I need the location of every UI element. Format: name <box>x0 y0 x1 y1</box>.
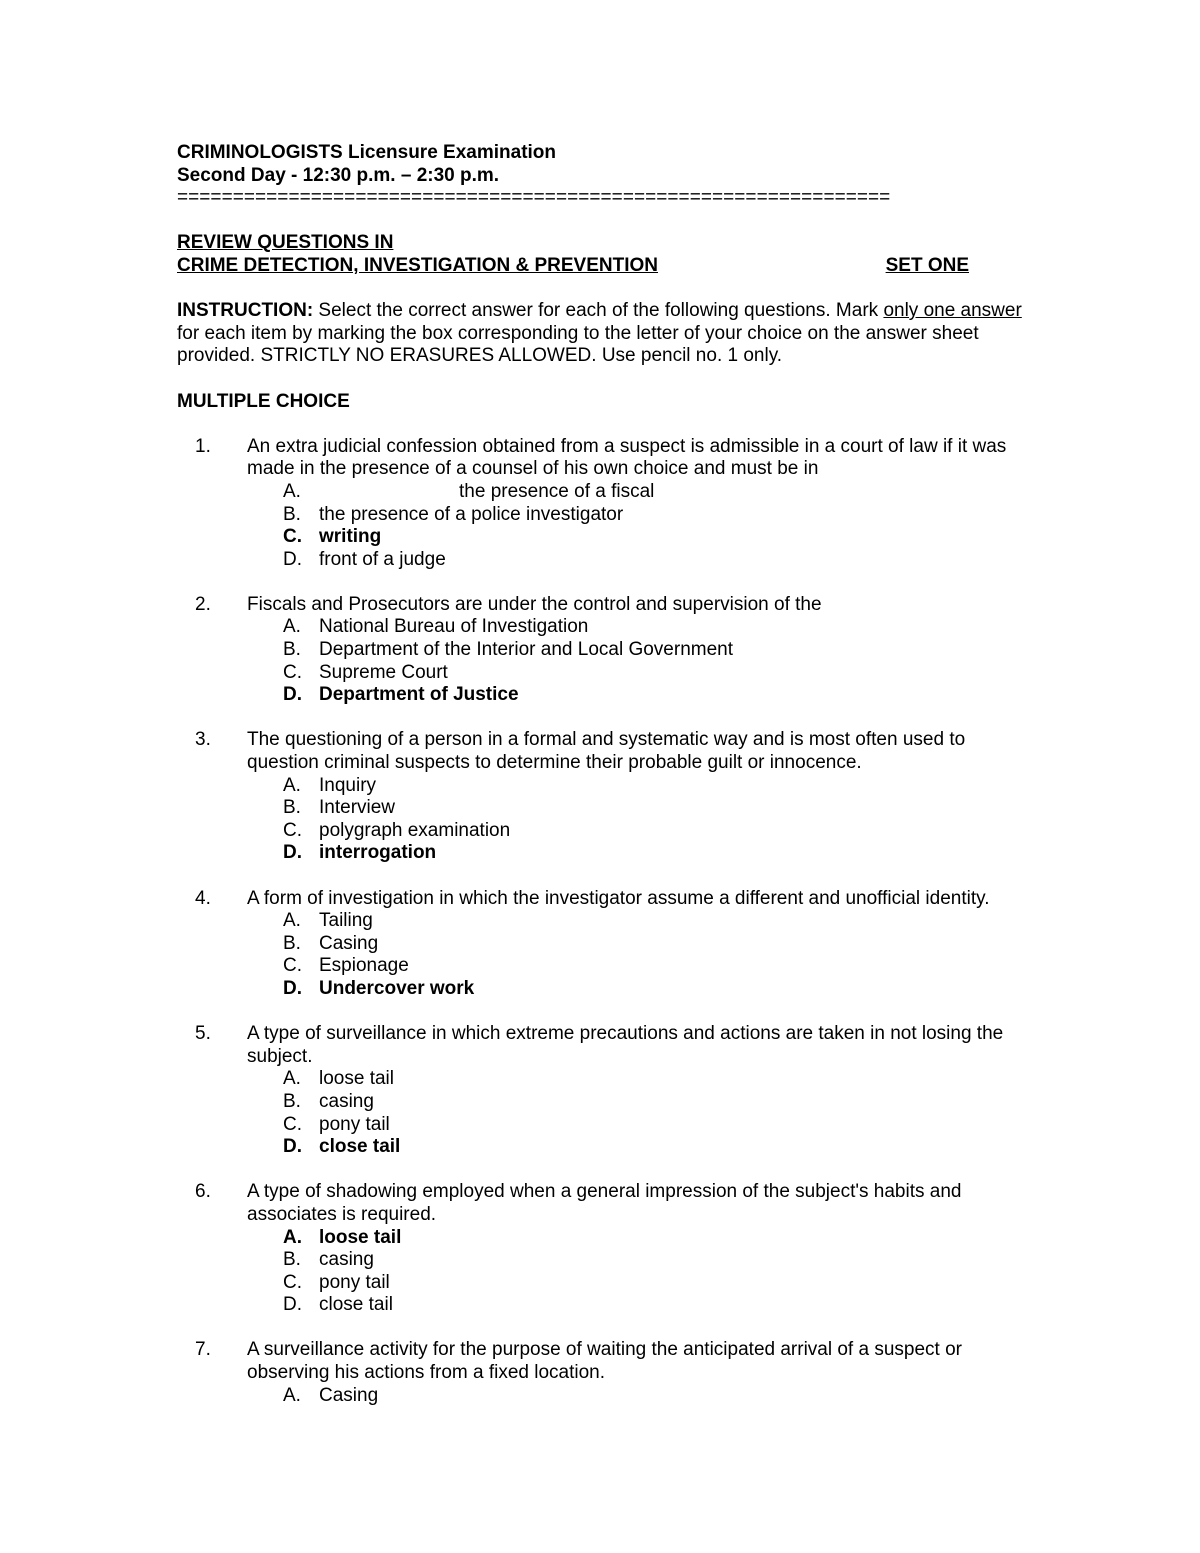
option-b: B. the presence of a police investigator <box>283 503 624 525</box>
question-2 <box>177 594 1037 707</box>
question-text: The questioning of a person in a formal and systematic way and is most often used to question criminal suspects to determine their probable guilt or innocence. <box>247 729 966 774</box>
option-c: C. polygraph examination <box>283 819 511 841</box>
question-5 <box>177 1023 1037 1159</box>
question-3 <box>177 729 1037 865</box>
option-d-answer: D. Department of Justice <box>283 684 519 706</box>
exam-title: CRIMINOLOGISTS Licensure Examination <box>177 142 557 163</box>
question-number: 2. <box>195 593 211 615</box>
question-6 <box>177 1181 1037 1317</box>
instruction-underlined: only one answer <box>883 300 1022 322</box>
question-text: A surveillance activity for the purpose of waiting the anticipated arrival of a suspect or observing his actions from a fixed location. <box>247 1339 962 1384</box>
option-a: A. loose tail <box>283 1068 394 1090</box>
option-b: B. casing <box>283 1090 374 1112</box>
question-1 <box>177 436 1037 572</box>
option-d-answer: D. Undercover work <box>283 977 475 999</box>
question-number: 6. <box>195 1181 211 1203</box>
question-number: 1. <box>195 435 211 457</box>
option-b: B. casing <box>283 1249 374 1271</box>
option-a-answer: A. loose tail <box>283 1226 402 1248</box>
question-number: 3. <box>195 729 211 751</box>
option-a: A. Tailing <box>283 910 373 932</box>
option-c: C. Espionage <box>283 955 409 977</box>
subject-heading: CRIME DETECTION, INVESTIGATION & PREVENTION <box>177 254 659 276</box>
instruction-text-1: Select the correct answer for each of the following questions. Mark <box>313 300 884 322</box>
question-text: A type of surveillance in which extreme precautions and actions are taken in not losing the subject. <box>247 1023 1004 1067</box>
option-d-answer: D. interrogation <box>283 842 437 864</box>
option-d: D. close tail <box>283 1294 393 1316</box>
question-text: A form of investigation in which the investigator assume a different and unofficial identity. <box>247 887 990 909</box>
option-c: C. pony tail <box>283 1113 390 1135</box>
exam-page <box>177 142 1037 1407</box>
subject-row <box>177 255 969 278</box>
set-label: SET ONE <box>885 254 969 276</box>
option-b: B. Interview <box>283 797 396 819</box>
option-c: C. pony tail <box>283 1271 390 1293</box>
question-4 <box>177 888 1037 1001</box>
separator-rule: ================================================================ <box>177 187 891 209</box>
instruction-label: INSTRUCTION: <box>177 300 314 322</box>
option-c: C. Supreme Court <box>283 661 448 683</box>
question-text: A type of shadowing employed when a general impression of the subject's habits and associates is required. <box>247 1181 962 1225</box>
instruction-paragraph <box>177 300 1027 368</box>
option-a: A. National Bureau of Investigation <box>283 616 589 638</box>
section-title: MULTIPLE CHOICE <box>177 390 350 412</box>
question-7 <box>177 1339 1037 1407</box>
review-heading: REVIEW QUESTIONS IN <box>177 232 394 254</box>
exam-schedule: Second Day - 12:30 p.m. – 2:30 p.m. <box>177 164 500 186</box>
option-d: D. front of a judge <box>283 548 446 570</box>
question-number: 5. <box>195 1023 211 1045</box>
question-text: Fiscals and Prosecutors are under the control and supervision of the <box>247 593 822 615</box>
instruction-text-2: for each item by marking the box corresponding to the letter of your choice on the answer sheet provided. STRICTLY NO ERASURES ALLOWED. Use pencil no. 1 only. <box>177 322 979 367</box>
option-b: B. Casing <box>283 932 379 954</box>
option-b: B. Department of the Interior and Local Government <box>283 639 734 661</box>
question-text: An extra judicial confession obtained from a suspect is admissible in a court of law if it was made in the presence of a counsel of his own choice and must be in <box>247 435 1007 480</box>
option-a: A. the presence of a fiscal <box>283 480 655 502</box>
question-number: 7. <box>195 1339 211 1361</box>
option-c-answer: C. writing <box>283 526 382 548</box>
option-d-answer: D. close tail <box>283 1136 401 1158</box>
question-number: 4. <box>195 887 211 909</box>
option-a: A. Inquiry <box>283 774 377 796</box>
option-a: A. Casing <box>283 1384 379 1406</box>
